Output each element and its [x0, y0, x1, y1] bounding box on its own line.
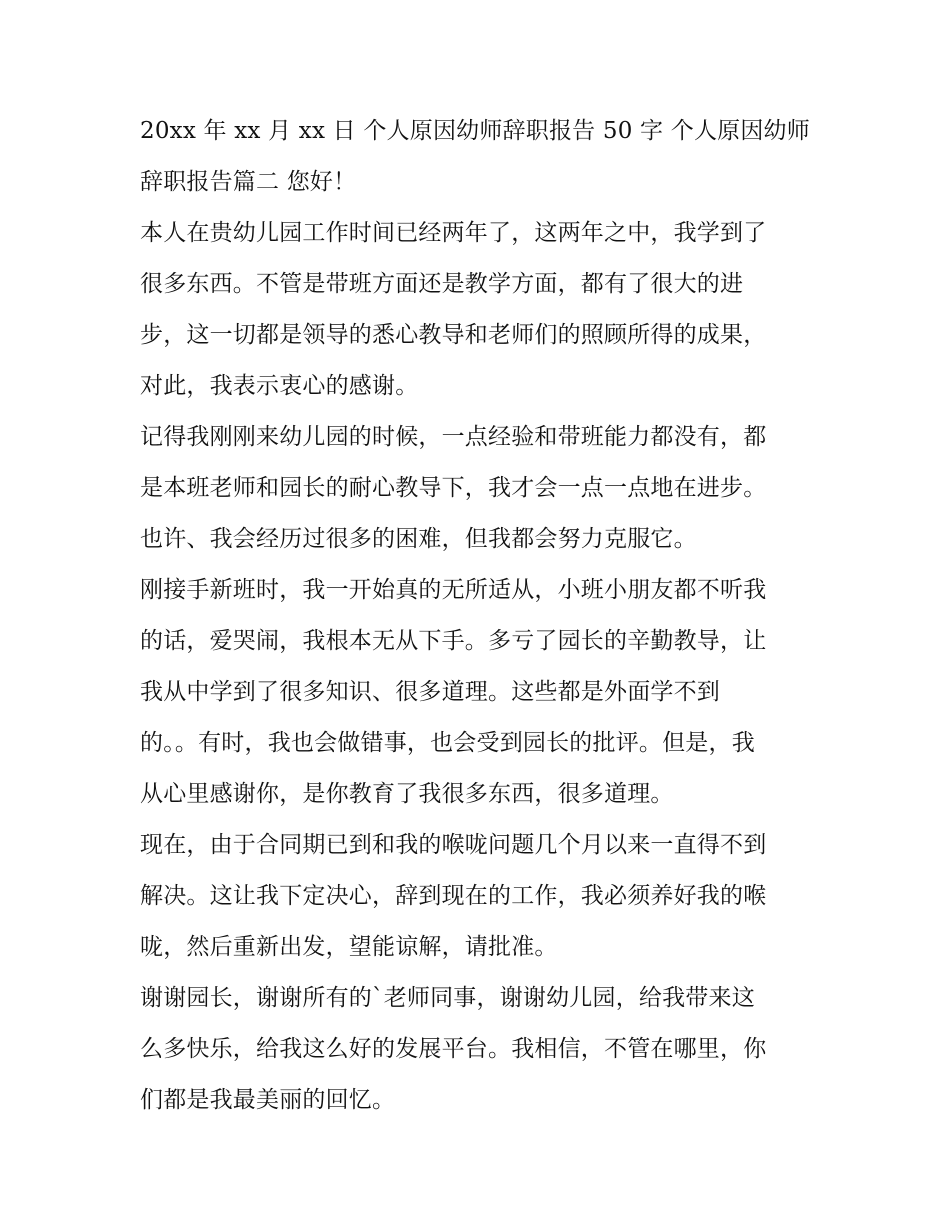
paragraph-reason — [140, 820, 815, 973]
text-line: 咙，然后重新出发，望能谅解，请批准。 — [140, 934, 558, 960]
text-line: 我从中学到了很多知识、很多道理。这些都是外面学不到 — [140, 679, 720, 705]
text-line: 谢谢园长，谢谢所有的`老师同事，谢谢幼儿园，给我带来这 — [140, 985, 755, 1011]
text-line: 从心里感谢你，是你教育了我很多东西，很多道理。 — [140, 781, 674, 807]
text-line: 记得我刚刚来幼儿园的时候，一点经验和带班能力都没有，都 — [140, 424, 767, 450]
text-line: 们都是我最美丽的回忆。 — [140, 1087, 396, 1113]
text-line: 刚接手新班时，我一开始真的无所适从，小班小朋友都不听我 — [140, 577, 767, 603]
paragraph-new-class — [140, 565, 815, 820]
text-line: 是本班老师和园长的耐心教导下，我才会一点一点地在进步。 — [140, 475, 767, 501]
text-line: 20xx 年 xx 月 xx 日 个人原因幼师辞职报告 50 字 个人原因幼师 — [140, 118, 810, 144]
text-line: 解决。这让我下定决心，辞到现在的工作，我必须养好我的喉 — [140, 883, 767, 909]
text-line: 步，这一切都是领导的悉心教导和老师们的照顾所得的成果， — [140, 322, 767, 348]
paragraph-thanks — [140, 973, 815, 1126]
text-line: 也许、我会经历过很多的困难，但我都会努力克服它。 — [140, 526, 697, 552]
text-line: 的话，爱哭闹，我根本无从下手。多亏了园长的辛勤教导，让 — [140, 628, 767, 654]
text-line: 的。。有时，我也会做错事，也会受到园长的批评。但是，我 — [140, 730, 755, 756]
text-line: 现在，由于合同期已到和我的喉咙问题几个月以来一直得不到 — [140, 832, 767, 858]
document-page — [140, 106, 815, 1126]
paragraph-title — [140, 106, 815, 208]
text-line: 辞职报告篇二 您好！ — [140, 169, 357, 195]
text-line: 本人在贵幼儿园工作时间已经两年了，这两年之中，我学到了 — [140, 220, 767, 246]
text-line: 对此，我表示衷心的感谢。 — [140, 373, 419, 399]
paragraph-gratitude — [140, 208, 815, 412]
paragraph-memories — [140, 412, 815, 565]
text-line: 么多快乐，给我这么好的发展平台。我相信，不管在哪里，你 — [140, 1036, 767, 1062]
text-line: 很多东西。不管是带班方面还是教学方面，都有了很大的进 — [140, 271, 744, 297]
